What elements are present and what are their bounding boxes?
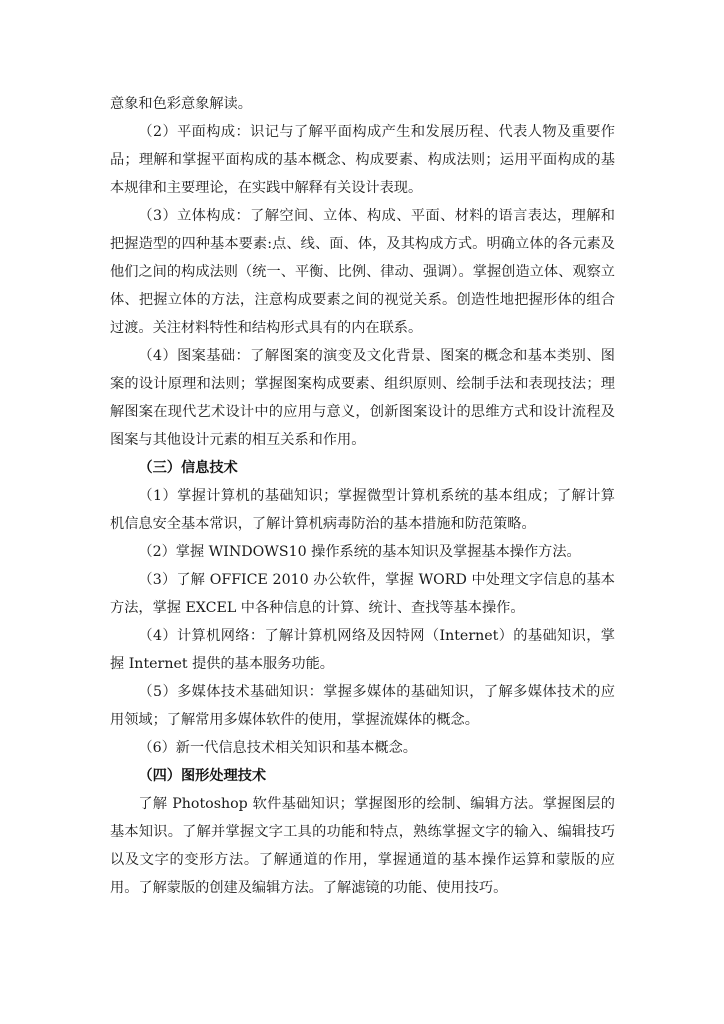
list-item-computer-basics: （1）掌握计算机的基础知识；掌握微型计算机系统的基本组成；了解计算机信息安全基本常识，了解计算机病毒防治的基本措施和防范策略。 <box>110 488 615 532</box>
paragraph-pattern-basics: （4）图案基础：了解图案的演变及文化背景、图案的概念和基本类别、图案的设计原理和法则；掌握图案构成要素、组织原则、绘制手法和表现技法；理解图案在现代艺术设计中的应用与意义，创新图案设计的思维方式和设计流程及图案与其他设计元素的相互关系和作用。 <box>110 348 615 448</box>
list-item-new-it: （6）新一代信息技术相关知识和基本概念。 <box>138 740 417 756</box>
list-item-windows: （2）掌握 WINDOWS10 操作系统的基本知识及掌握基本操作方法。 <box>138 544 581 560</box>
list-item-network: （4）计算机网络：了解计算机网络及因特网（Internet）的基础知识，掌握 Internet 提供的基本服务功能。 <box>110 628 615 672</box>
paragraph-plane-composition: （2）平面构成：识记与了解平面构成产生和发展历程、代表人物及重要作品；理解和掌握平面构成的基本概念、构成要素、构成法则；运用平面构成的基本规律和主要理论，在实践中解释有关设计表现。 <box>110 124 615 196</box>
document-body <box>110 90 615 902</box>
section-heading-graphics-processing: （四）图形处理技术 <box>138 768 267 784</box>
list-item-multimedia: （5）多媒体技术基础知识：掌握多媒体的基础知识，了解多媒体技术的应用领域；了解常用多媒体软件的使用，掌握流媒体的概念。 <box>110 684 615 728</box>
paragraph-continuation: 意象和色彩意象解读。 <box>110 96 252 112</box>
paragraph-3d-composition: （3）立体构成：了解空间、立体、构成、平面、材料的语言表达，理解和把握造型的四种基本要素:点、线、面、体，及其构成方式。明确立体的各元素及他们之间的构成法则（统一、平衡、比例、律动、强调）。掌握创造立体、观察立体、把握立体的方法，注意构成要素之间的视觉关系。创造性地把握形体的组合过渡。关注材料特性和结构形式具有的内在联系。 <box>110 208 615 336</box>
paragraph-photoshop: 了解 Photoshop 软件基础知识；掌握图形的绘制、编辑方法。掌握图层的基本知识。了解并掌握文字工具的功能和特点，熟练掌握文字的输入、编辑技巧以及文字的变形方法。了解通道的作用，掌握通道的基本操作运算和蒙版的应用。了解蒙版的创建及编辑方法。了解滤镜的功能、使用技巧。 <box>110 796 615 896</box>
list-item-office: （3）了解 OFFICE 2010 办公软件，掌握 WORD 中处理文字信息的基本方法，掌握 EXCEL 中各种信息的计算、统计、查找等基本操作。 <box>110 572 615 616</box>
section-heading-information-technology: （三）信息技术 <box>138 460 238 476</box>
